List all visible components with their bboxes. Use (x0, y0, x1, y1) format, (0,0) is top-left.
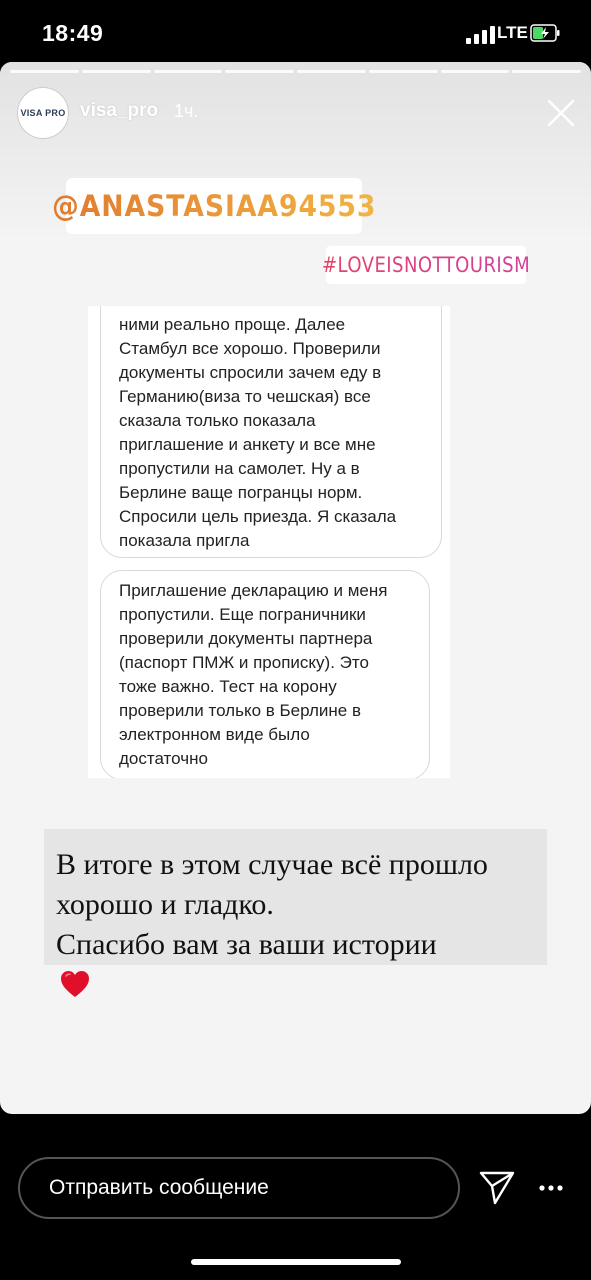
message-bubble (100, 306, 442, 558)
status-time: 18:49 (42, 20, 104, 46)
message-line: Германию(виза то чешская) все (119, 387, 371, 406)
message-line: Спросили цель приезда. Я сказала (119, 507, 397, 526)
story-progress-bar (10, 70, 581, 73)
home-indicator (191, 1259, 401, 1265)
caption-line (56, 925, 535, 1005)
story-card[interactable] (0, 62, 591, 1114)
message-line: пропустили. Еще пограничники (119, 605, 366, 624)
hashtag-text: #LOVEISNOTTOURISM (321, 253, 531, 277)
message-line: тоже важно. Тест на корону (119, 677, 337, 696)
message-line: пропустили на самолет. Ну а в (119, 459, 360, 478)
message-line: сказала только показала (119, 411, 316, 430)
message-input[interactable] (18, 1157, 460, 1219)
post-time: 1ч. (174, 101, 199, 121)
caption-line: хорошо и гладко. (56, 888, 274, 921)
message-screenshot (88, 306, 450, 778)
avatar-logo-text: VISA PRO (20, 108, 66, 118)
caption-line-text: Спасибо вам за ваши истории (56, 928, 437, 961)
avatar[interactable] (18, 88, 68, 138)
message-line: документы спросили зачем еду в (119, 363, 382, 382)
username[interactable]: visa_pro (80, 100, 159, 121)
mention-sticker[interactable] (51, 178, 377, 234)
signal-icon (466, 26, 496, 44)
network-label: LTE (497, 23, 528, 42)
send-icon[interactable] (478, 1170, 516, 1206)
hashtag-sticker[interactable] (321, 246, 531, 284)
close-icon[interactable] (546, 98, 576, 128)
message-line: электронном виде было (119, 725, 310, 744)
more-icon[interactable] (536, 1176, 566, 1200)
message-bubble (100, 570, 430, 778)
message-line: достаточно (119, 749, 208, 768)
message-line: Берлине ваще погранцы норм. (119, 483, 363, 502)
message-input-placeholder: Отправить сообщение (49, 1176, 269, 1199)
message-line: ними реально проще. Далее (119, 315, 346, 334)
message-line: приглашение и анкету и все мне (119, 435, 376, 454)
message-line: проверили документы партнера (119, 629, 373, 648)
status-bar (0, 0, 591, 66)
heart-icon (60, 970, 90, 998)
message-line: Стамбул все хорошо. Проверили (119, 339, 381, 358)
message-line: показала пригла (119, 531, 250, 550)
message-line: проверили только в Берлине в (119, 701, 362, 720)
mention-text: @ANASTASIAA94553 (51, 189, 377, 223)
story-caption (44, 829, 547, 965)
battery-icon (530, 24, 560, 42)
caption-line: В итоге в этом случае всё прошло (56, 848, 488, 881)
message-line: Приглашение декларацию и меня (119, 581, 388, 600)
message-line: (паспорт ПМЖ и прописку). Это (119, 653, 369, 672)
